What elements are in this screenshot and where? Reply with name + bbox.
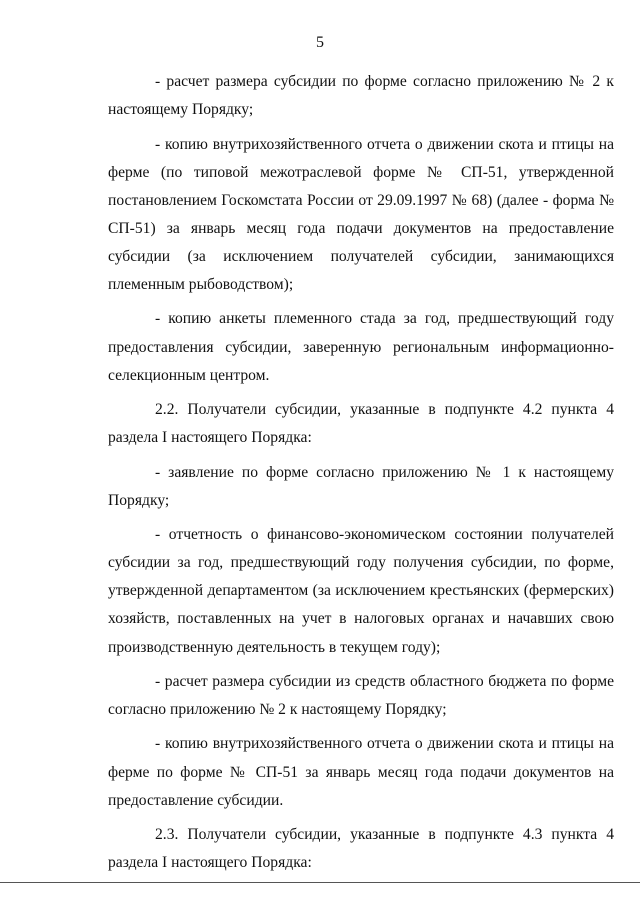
paragraph-livestock-report-copy: - копию внутрихозяйственного отчета о движении скота и птицы на ферме (по типовой межотраслевой форме № СП-51, утвержденной постановлением Госкомстата России от 29.09.1997 № 68) (далее - форма № СП-51) за январь месяц года подачи документов на предоставление субсидии (за исключением получателей субсидии, занимающихся племенным рыбоводством); [108, 135, 614, 293]
page-number: 5 [316, 34, 324, 51]
paragraph-subsidy-calculation: - расчет размера субсидии по форме согласно приложению № 2 к настоящему Порядку; [108, 73, 614, 119]
paragraph-section-2-3: 2.3. Получатели субсидии, указанные в подпункте 4.3 пункта 4 раздела I настоящего Порядка: [108, 826, 614, 872]
paragraph-sp51-report-copy: - копию внутрихозяйственного отчета о движении скота и птицы на ферме по форме № СП-51 за январь месяц года подачи документов на предоставление субсидии. [108, 735, 614, 809]
paragraph-breeding-herd-survey: - копию анкеты племенного стада за год, предшествующий году предоставления субсидии, заверенную региональным информационно-селекционным центром. [108, 310, 614, 384]
document-body [108, 68, 614, 877]
paragraph-application-form: - заявление по форме согласно приложению № 1 к настоящему Порядку; [108, 463, 614, 509]
paragraph-financial-reporting: - отчетность о финансово-экономическом состоянии получателей субсидии за год, предшествующий году получения субсидии, по форме, утвержденной департаментом (за исключением крестьянских (фермерских) хозяйств, поставленных на учет в налоговых органах и начавших свою производственную деятельность в текущем году); [108, 526, 614, 656]
bottom-divider [0, 882, 640, 883]
paragraph-section-2-2: 2.2. Получатели субсидии, указанные в подпункте 4.2 пункта 4 раздела I настоящего Порядка: [108, 401, 614, 447]
paragraph-regional-budget-calculation: - расчет размера субсидии из средств областного бюджета по форме согласно приложению № 2 к настоящему Порядку; [108, 672, 614, 719]
